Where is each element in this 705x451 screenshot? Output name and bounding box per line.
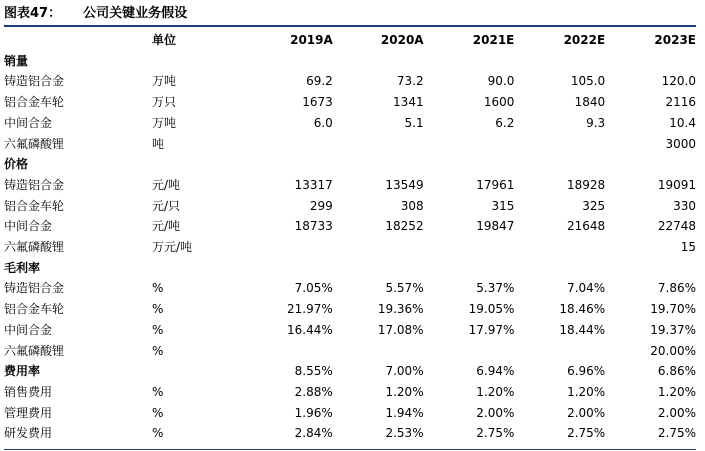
table-row xyxy=(4,71,696,92)
row-label: 铸造铝合金 xyxy=(4,177,65,192)
value-cell: 20.00% xyxy=(650,343,696,358)
row-label: 六氟磷酸锂 xyxy=(4,343,65,358)
table-row xyxy=(4,92,696,113)
table-row xyxy=(4,278,696,299)
value-cell xyxy=(514,237,605,258)
value-cell: 19.70% xyxy=(650,302,696,317)
row-label: 销售费用 xyxy=(4,384,53,399)
value-cell: 90.0 xyxy=(487,74,515,89)
row-label: 中间合金 xyxy=(4,322,53,337)
table-bottom-rule xyxy=(4,449,696,450)
header-year: 2020A xyxy=(380,33,424,47)
row-unit: 元/吨 xyxy=(152,177,181,192)
header-row xyxy=(4,30,696,51)
value-cell xyxy=(514,134,605,155)
business-assumptions-table xyxy=(4,30,696,444)
value-cell: 6.0 xyxy=(313,115,333,130)
value-cell: 1.20% xyxy=(476,384,515,399)
section-label: 价格 xyxy=(4,157,29,172)
value-cell: 1.20% xyxy=(385,384,424,399)
value-cell: 21648 xyxy=(567,219,606,234)
value-cell: 9.3 xyxy=(586,115,606,130)
value-cell: 299 xyxy=(309,198,333,213)
value-cell: 6.94% xyxy=(476,364,515,379)
value-cell: 2.53% xyxy=(385,426,424,441)
value-cell xyxy=(514,258,605,279)
value-cell: 16.44% xyxy=(287,322,333,337)
figure-title: 公司关键业务假设 xyxy=(83,6,188,21)
row-unit: % xyxy=(152,405,164,420)
value-cell xyxy=(333,258,424,279)
row-unit: % xyxy=(152,322,164,337)
value-cell xyxy=(514,51,605,72)
row-unit: 万吨 xyxy=(152,115,177,130)
value-cell: 2.00% xyxy=(476,405,515,420)
row-unit: 万元/吨 xyxy=(152,240,193,255)
section-row xyxy=(4,51,696,72)
row-unit xyxy=(152,154,242,175)
row-label: 中间合金 xyxy=(4,219,53,234)
value-cell xyxy=(333,51,424,72)
value-cell: 3000 xyxy=(665,136,696,151)
header-year: 2021E xyxy=(472,33,515,47)
row-unit xyxy=(152,361,242,382)
value-cell: 6.2 xyxy=(495,115,515,130)
row-label: 铝合金车轮 xyxy=(4,302,65,317)
value-cell: 17961 xyxy=(476,177,515,192)
value-cell: 18928 xyxy=(567,177,606,192)
value-cell: 1341 xyxy=(393,95,424,110)
value-cell: 19.37% xyxy=(650,322,696,337)
value-cell xyxy=(514,341,605,362)
row-unit: % xyxy=(152,281,164,296)
value-cell: 1.20% xyxy=(657,384,696,399)
row-label: 铝合金车轮 xyxy=(4,198,65,213)
table-row xyxy=(4,403,696,424)
table-row xyxy=(4,113,696,134)
value-cell: 7.04% xyxy=(567,281,606,296)
value-cell: 5.37% xyxy=(476,281,515,296)
value-cell: 19847 xyxy=(476,219,515,234)
value-cell xyxy=(424,237,515,258)
value-cell xyxy=(242,237,333,258)
value-cell xyxy=(242,154,333,175)
value-cell: 18.46% xyxy=(559,302,606,317)
value-cell: 105.0 xyxy=(570,74,606,89)
value-cell xyxy=(333,341,424,362)
value-cell: 19.05% xyxy=(468,302,515,317)
section-label: 费用率 xyxy=(4,364,41,379)
figure-number: 图表47： xyxy=(4,6,62,21)
value-cell xyxy=(242,258,333,279)
value-cell: 69.2 xyxy=(306,74,333,89)
value-cell xyxy=(424,154,515,175)
value-cell xyxy=(605,258,696,279)
table-row xyxy=(4,196,696,217)
value-cell: 120.0 xyxy=(661,74,696,89)
row-unit: 吨 xyxy=(152,136,165,151)
row-label: 六氟磷酸锂 xyxy=(4,136,65,151)
value-cell xyxy=(333,154,424,175)
table-row xyxy=(4,134,696,155)
value-cell: 15 xyxy=(680,240,696,255)
row-unit: % xyxy=(152,426,164,441)
value-cell: 325 xyxy=(582,198,606,213)
table-row xyxy=(4,175,696,196)
value-cell: 10.4 xyxy=(669,115,696,130)
header-year: 2019A xyxy=(290,33,333,47)
title-divider xyxy=(4,25,696,27)
row-unit: 元/只 xyxy=(152,198,181,213)
table-row xyxy=(4,423,696,444)
value-cell: 19091 xyxy=(657,177,696,192)
section-row xyxy=(4,361,696,382)
header-year: 2022E xyxy=(563,33,606,47)
value-cell: 308 xyxy=(400,198,424,213)
table-row xyxy=(4,320,696,341)
row-unit: 万吨 xyxy=(152,74,177,89)
value-cell: 2.75% xyxy=(657,426,696,441)
value-cell: 5.57% xyxy=(385,281,424,296)
value-cell: 315 xyxy=(491,198,515,213)
value-cell: 1.94% xyxy=(385,405,424,420)
value-cell: 13317 xyxy=(294,177,333,192)
row-unit xyxy=(152,258,242,279)
value-cell: 330 xyxy=(673,198,696,213)
row-unit: % xyxy=(152,302,164,317)
value-cell: 18733 xyxy=(294,219,333,234)
value-cell: 22748 xyxy=(657,219,696,234)
value-cell xyxy=(333,237,424,258)
value-cell xyxy=(424,134,515,155)
value-cell: 5.1 xyxy=(404,115,424,130)
value-cell xyxy=(424,258,515,279)
header-unit: 单位 xyxy=(152,33,177,47)
section-row xyxy=(4,154,696,175)
value-cell: 21.97% xyxy=(287,302,333,317)
value-cell: 1600 xyxy=(483,95,515,110)
value-cell: 19.36% xyxy=(377,302,424,317)
value-cell: 2.75% xyxy=(476,426,515,441)
row-label: 研发费用 xyxy=(4,426,53,441)
value-cell xyxy=(333,134,424,155)
value-cell: 18.44% xyxy=(559,322,606,337)
row-unit: 元/吨 xyxy=(152,219,181,234)
value-cell: 6.86% xyxy=(657,364,696,379)
table-row xyxy=(4,216,696,237)
row-unit: % xyxy=(152,343,164,358)
value-cell xyxy=(605,51,696,72)
table-title xyxy=(4,4,694,26)
value-cell: 2116 xyxy=(665,95,696,110)
section-label: 销量 xyxy=(4,53,29,68)
value-cell: 1673 xyxy=(302,95,333,110)
value-cell: 17.08% xyxy=(377,322,424,337)
value-cell: 7.00% xyxy=(385,364,424,379)
row-label: 中间合金 xyxy=(4,115,53,130)
value-cell: 7.86% xyxy=(657,281,696,296)
value-cell xyxy=(514,154,605,175)
header-item xyxy=(4,30,152,51)
value-cell: 2.00% xyxy=(567,405,606,420)
table-row xyxy=(4,237,696,258)
value-cell: 1840 xyxy=(574,95,606,110)
row-label: 铸造铝合金 xyxy=(4,74,65,89)
value-cell: 2.84% xyxy=(294,426,333,441)
value-cell xyxy=(605,154,696,175)
value-cell: 17.97% xyxy=(468,322,515,337)
header-year: 2023E xyxy=(654,33,696,47)
row-unit: % xyxy=(152,384,164,399)
value-cell xyxy=(242,341,333,362)
row-unit: 万只 xyxy=(152,95,177,110)
value-cell: 13549 xyxy=(385,177,424,192)
section-row xyxy=(4,258,696,279)
value-cell: 2.88% xyxy=(294,384,333,399)
table-row xyxy=(4,299,696,320)
value-cell: 7.05% xyxy=(294,281,333,296)
value-cell: 1.20% xyxy=(567,384,606,399)
value-cell: 1.96% xyxy=(294,405,333,420)
value-cell xyxy=(242,134,333,155)
value-cell xyxy=(424,341,515,362)
value-cell: 8.55% xyxy=(294,364,333,379)
value-cell: 2.00% xyxy=(657,405,696,420)
row-label: 六氟磷酸锂 xyxy=(4,240,65,255)
value-cell xyxy=(242,51,333,72)
value-cell: 2.75% xyxy=(567,426,606,441)
value-cell xyxy=(424,51,515,72)
row-label: 管理费用 xyxy=(4,405,53,420)
table-body xyxy=(4,51,696,444)
row-label: 铝合金车轮 xyxy=(4,95,65,110)
value-cell: 6.96% xyxy=(567,364,606,379)
row-unit xyxy=(152,51,242,72)
value-cell: 18252 xyxy=(385,219,424,234)
section-label: 毛利率 xyxy=(4,260,41,275)
table-row xyxy=(4,341,696,362)
value-cell: 73.2 xyxy=(396,74,424,89)
row-label: 铸造铝合金 xyxy=(4,281,65,296)
table-row xyxy=(4,382,696,403)
